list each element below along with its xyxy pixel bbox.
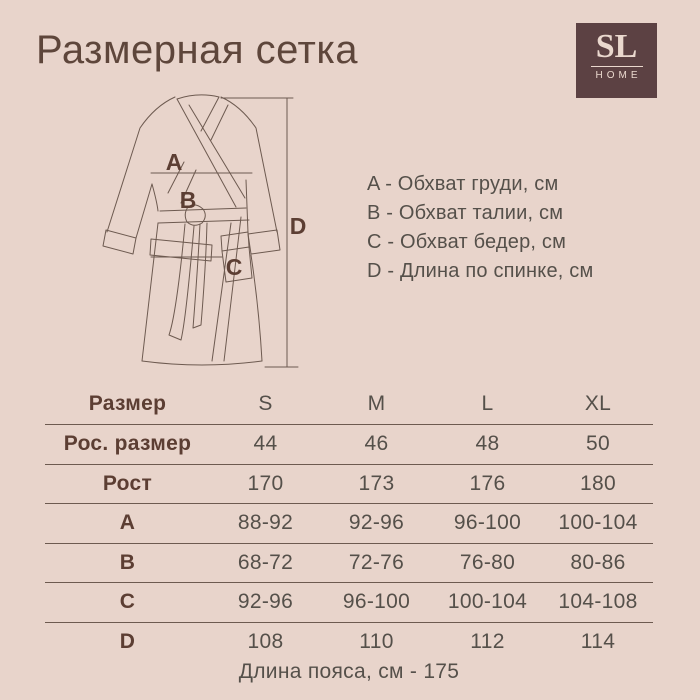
robe-front-overlap-edges xyxy=(212,217,241,361)
row-label: D xyxy=(119,629,136,653)
measure-label-a: A xyxy=(165,149,183,175)
cell-value: 96-100 xyxy=(342,590,411,614)
cell-value: 92-96 xyxy=(348,511,405,535)
row-label: C xyxy=(119,590,136,614)
robe-right-side xyxy=(251,255,262,361)
logo-divider xyxy=(591,66,643,67)
cell-value: 173 xyxy=(358,471,395,495)
table-header-row xyxy=(45,384,653,425)
belt-length-note: Длина пояса, см - 175 xyxy=(238,660,460,683)
cell-value: 100-104 xyxy=(558,511,638,535)
brand-logo xyxy=(576,23,657,98)
robe-right-sleeve xyxy=(221,97,277,232)
robe-right-cuff xyxy=(248,230,280,254)
column-header-xl: XL xyxy=(584,392,612,415)
cell-value: 100-104 xyxy=(447,590,528,614)
cell-value: 68-72 xyxy=(237,550,294,574)
robe-diagram xyxy=(93,88,348,378)
cell-value: 44 xyxy=(253,432,278,456)
cell-value: 114 xyxy=(580,629,616,653)
robe-neck-line xyxy=(177,95,219,99)
cell-value: 170 xyxy=(247,471,284,495)
robe-left-pocket xyxy=(150,239,212,261)
cell-value: 92-96 xyxy=(237,590,294,614)
robe-belt-tie-right xyxy=(193,223,207,328)
cell-value: 50 xyxy=(586,432,610,456)
table-row-d xyxy=(45,623,653,662)
row-label: B xyxy=(119,550,136,574)
table-row-a xyxy=(45,504,653,544)
row-label: A xyxy=(119,511,136,535)
page-title: Размерная сетка xyxy=(36,28,358,72)
legend-item-c: C - Обхват бедер, см xyxy=(367,231,567,253)
cell-value: 46 xyxy=(364,432,389,456)
cell-value: 96-100 xyxy=(453,511,522,535)
cell-value: 110 xyxy=(359,629,394,653)
robe-hem xyxy=(142,361,262,365)
brand-name: HOME xyxy=(595,70,642,81)
brand-initials: SL xyxy=(595,28,638,65)
column-header-s: S xyxy=(258,392,273,415)
column-header-size: Размер xyxy=(88,392,167,415)
robe-left-sleeve-seam xyxy=(136,184,152,238)
column-header-m: M xyxy=(367,392,386,415)
row-label: Рост xyxy=(102,471,153,495)
measurement-legend xyxy=(367,170,593,286)
measure-label-b: B xyxy=(179,187,197,213)
cell-value: 104-108 xyxy=(558,590,638,614)
measure-label-d: D xyxy=(289,213,307,239)
measure-label-c: C xyxy=(225,254,243,280)
cell-value: 180 xyxy=(580,471,616,495)
cell-value: 76-80 xyxy=(459,550,516,574)
cell-value: 112 xyxy=(470,629,505,653)
cell-value: 72-76 xyxy=(348,550,405,574)
column-header-l: L xyxy=(481,392,494,415)
robe-lapel-right-outer xyxy=(165,97,219,193)
cell-value: 48 xyxy=(475,432,500,456)
cell-value: 80-86 xyxy=(570,550,626,574)
cell-value: 176 xyxy=(469,471,506,495)
robe-lapel-left-inner xyxy=(189,105,245,198)
legend-item-b: B - Обхват талии, см xyxy=(367,202,564,224)
legend-item-d: D - Длина по спинке, см xyxy=(367,260,594,282)
table-row-height xyxy=(45,465,653,505)
cell-value: 108 xyxy=(247,629,284,653)
robe-right-sleeve-seam xyxy=(246,180,248,233)
table-row-b xyxy=(45,544,653,584)
size-table xyxy=(45,384,653,661)
cell-value: 88-92 xyxy=(237,511,294,535)
table-row-c xyxy=(45,583,653,623)
legend-item-a: A - Обхват груди, см xyxy=(367,173,559,195)
table-row-ru-size xyxy=(45,425,653,465)
robe-left-cuff xyxy=(103,230,136,254)
row-label: Рос. размер xyxy=(63,432,192,456)
